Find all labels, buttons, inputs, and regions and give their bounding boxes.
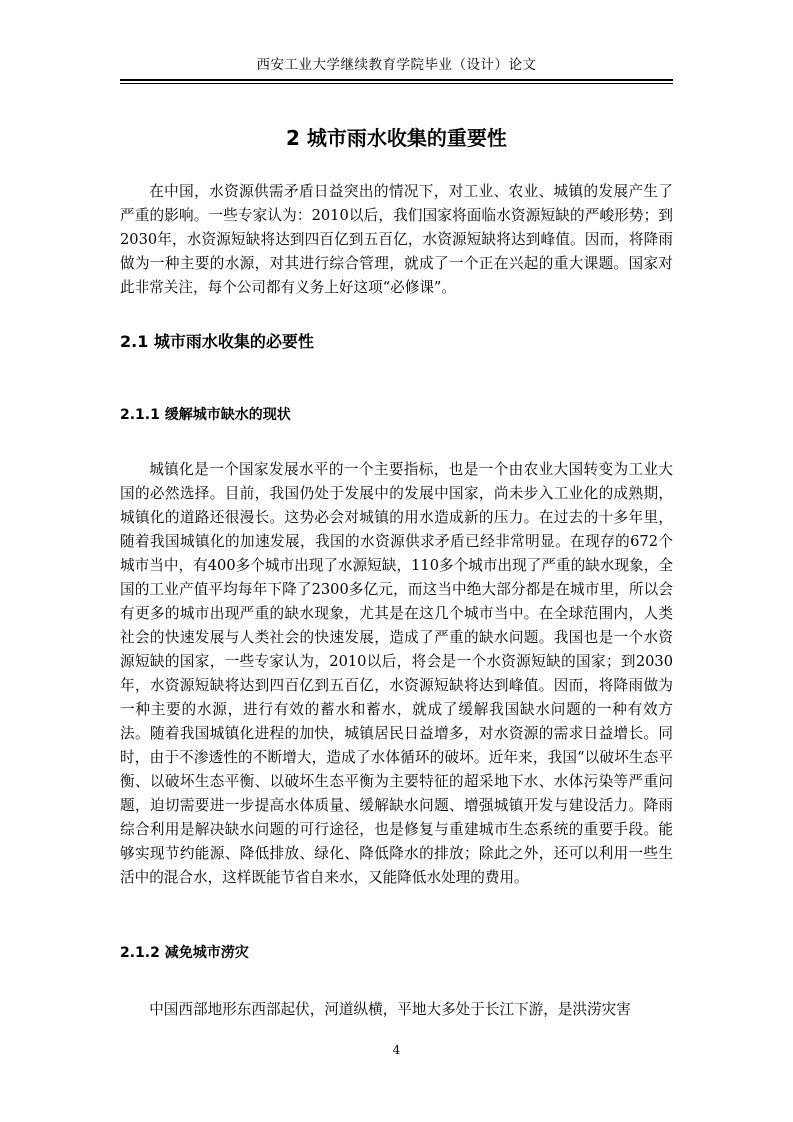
chapter-intro-paragraph: 在中国，水资源供需矛盾日益突出的情况下，对工业、农业、城镇的发展产生了严重的影响。一些专家认为：2010以后，我们国家将面临水资源短缺的严峻形势；到2030年，水资源短缺将达到四百亿到五百亿，水资源短缺将达到峰值。因而，将降雨做为一种主要的水源，对其进行综合管理，就成了一个正在兴起的重大课题。国家对此非常关注，每个公司都有义务上好这项“必修课”。 — [120, 183, 673, 296]
page-number: 4 — [392, 1043, 401, 1057]
chapter-title: 2 城市雨水收集的重要性 — [286, 126, 507, 150]
running-header: 西安工业大学继续教育学院毕业（设计）论文 — [256, 57, 537, 73]
section-heading-2-1-2: 2.1.2 减免城市涝灾 — [120, 945, 249, 961]
header-rule-thin — [120, 83, 673, 84]
section-2-1-2-paragraph: 中国西部地形东西部起伏，河道纵横，平地大多处于长江下游，是洪涝灾害 — [149, 1001, 631, 1018]
section-heading-2-1-1: 2.1.1 缓解城市缺水的现状 — [120, 407, 291, 423]
header-rule-thick — [120, 79, 673, 81]
section-heading-2-1: 2.1 城市雨水收集的必要性 — [120, 332, 314, 351]
section-2-1-1-paragraph: 城镇化是一个国家发展水平的一个主要指标，也是一个由农业大国转变为工业大国的必然选择。目前，我国仍处于发展中的发展中国家，尚未步入工业化的成熟期，城镇化的道路还很漫长。这势必会对城镇的用水造成新的压力。在过去的十多年里，随着我国城镇化的加速发展，我国的水资源供求矛盾已经非常明显。在现存的672个城市当中，有400多个城市出现了水源短缺，110多个城市出现了严重的缺水现象，全国的工业产值平均每年下降了2300多亿元，而这当中绝大部分都是在城市里，所以会有更多的城市出现严重的缺水现象，尤其是在这几个城市当中。在全球范围内，人类社会的快速发展与人类社会的快速发展，造成了严重的缺水问题。我国也是一个水资源短缺的国家，一些专家认为，2010以后，将会是一个水资源短缺的国家；到2030年，水资源短缺将达到四百亿到五百亿，水资源短缺将达到峰值。因而，将降雨做为一种主要的水源，进行有效的蓄水和蓄水，就成了缓解我国缺水问题的一种有效方法。随着我国城镇化进程的加快，城镇居民日益增多，对水资源的需求日益增长。同时，由于不渗透性的不断增大，造成了水体循环的破坏。近年来，我国“以破坏生态平衡、以破坏生态平衡、以破坏生态平衡为主要特征的超采地下水、水体污染等严重问题，迫切需要进一步提高水体质量、缓解缺水问题、增强城镇开发与建设活力。降雨综合利用是解决缺水问题的可行途径，也是修复与重建城市生态系统的重要手段。能够实现节约能源、降低排放、绿化、降低降水的排放；除此之外，还可以利用一些生活中的混合水，这样既能节省自来水，又能降低水处理的费用。 — [120, 461, 673, 886]
